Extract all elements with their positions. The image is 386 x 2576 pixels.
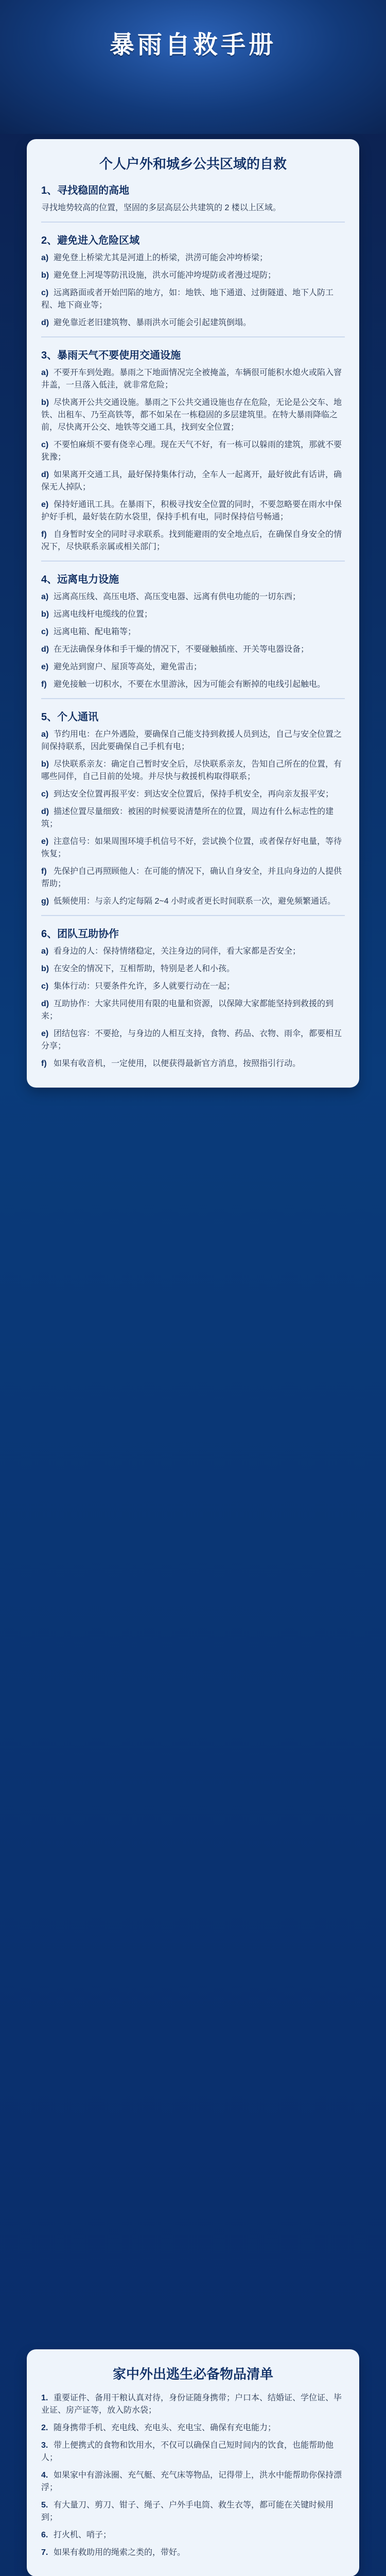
section-divider xyxy=(41,336,345,337)
item-text: 团结包容：不要抢，与身边的人相互支持，食物、药品、衣物、雨伞，都要相互分享； xyxy=(41,1029,342,1050)
list-item xyxy=(41,397,345,434)
item-text: 打火机、哨子； xyxy=(54,2531,112,2539)
list-item xyxy=(41,2499,345,2524)
item-text: 避免登上河堤等防汛设施，洪水可能冲垮堤防或者漫过堤防； xyxy=(54,271,276,280)
list-item xyxy=(41,679,345,691)
item-marker: 6. xyxy=(41,2531,48,2539)
item-text: 看身边的人：保持情绪稳定，关注身边的同伴，看大家都是否安全； xyxy=(54,947,301,956)
list-item xyxy=(41,269,345,282)
item-text: 避免靠近老旧建筑物、暴雨洪水可能会引起建筑倒塌。 xyxy=(54,318,252,327)
item-marker: a) xyxy=(41,368,49,377)
item-text: 如果家中有游泳圈、充气艇、充气床等物品，记得带上，洪水中能帮助你保持漂浮； xyxy=(41,2471,342,2492)
title-band xyxy=(0,0,386,134)
list-item xyxy=(41,2422,345,2434)
item-marker: g) xyxy=(41,897,49,906)
item-marker: a) xyxy=(41,947,49,956)
item-marker: 3. xyxy=(41,2441,48,2450)
list-item xyxy=(41,866,345,890)
list-item xyxy=(41,608,345,621)
item-text: 避免接触一切积水，不要在水里游泳，因为可能会有断掉的电线引起触电。 xyxy=(54,680,326,689)
item-marker: c) xyxy=(41,440,49,449)
section-divider xyxy=(41,698,345,699)
section-title: 6、团队互助协作 xyxy=(41,928,119,940)
item-text: 尽快离开公共交通设施。暴雨之下公共交通设施也存在危险，无论是公交车、地铁、出租车、乃至高铁等，都不如呆在一栋稳固的多层建筑里。在特大暴雨降临之前，尽快离开公交、地铁等交通工具，找到安全位置； xyxy=(41,398,342,432)
list-item xyxy=(41,529,345,553)
list-item xyxy=(41,591,345,603)
list-item xyxy=(41,367,345,392)
list-item xyxy=(41,252,345,264)
list-item xyxy=(41,2547,345,2559)
list-item xyxy=(41,439,345,464)
list-item xyxy=(41,469,345,494)
item-marker: b) xyxy=(41,271,49,280)
list-item xyxy=(41,2469,345,2494)
list-item xyxy=(41,661,345,673)
list-item xyxy=(41,499,345,523)
list-item xyxy=(41,1028,345,1053)
item-text: 到达安全位置再报平安：到达安全位置后，保持手机安全，再向亲友报平安； xyxy=(54,790,334,799)
item-text: 如果有收音机，一定使用，以便获得最新官方消息，按照指引行动。 xyxy=(54,1059,301,1068)
section-divider xyxy=(41,915,345,916)
section-title: 2、避免进入危险区域 xyxy=(41,235,140,246)
item-marker: b) xyxy=(41,964,49,973)
item-marker: b) xyxy=(41,760,49,769)
item-marker: 5. xyxy=(41,2501,48,2510)
section-divider xyxy=(41,561,345,562)
section-title: 1、寻找稳固的高地 xyxy=(41,185,130,196)
item-text: 不要开车到处跑。暴雨之下地面情况完全被掩盖，车辆很可能积水熄火或陷入窨井盖，一旦落入低洼，就非常危险； xyxy=(41,368,342,389)
item-text: 不要怕麻烦不要有侥幸心理。现在天气不好，有一栋可以躲雨的建筑，那就不要犹豫； xyxy=(41,440,342,462)
page-title: 暴雨自救手册 xyxy=(109,31,276,59)
list-item xyxy=(41,963,345,975)
list-item xyxy=(41,806,345,831)
item-marker: c) xyxy=(41,982,49,991)
item-text: 避免登上桥梁尤其是河道上的桥梁，洪涝可能会冲垮桥梁； xyxy=(54,253,268,262)
section-title: 3、暴雨天气不要使用交通设施 xyxy=(41,350,181,361)
item-text: 在无法确保身体和手干燥的情况下，不要碰触插座、开关等电器设备； xyxy=(54,645,309,654)
item-marker: d) xyxy=(41,318,49,327)
item-marker: 2. xyxy=(41,2424,48,2432)
list-item xyxy=(41,2439,345,2464)
section-divider xyxy=(41,222,345,223)
item-text: 节约用电：在户外遇险，要确保自己能支持到救援人员到达，自己与安全位置之间保持联系，因此要确保自己手机有电； xyxy=(41,730,342,751)
item-text: 远离高压线、高压电塔、高压变电器、远离有供电功能的一切东西； xyxy=(54,592,301,601)
list-item xyxy=(41,998,345,1023)
list-item xyxy=(41,2392,345,2417)
list-item xyxy=(41,945,345,958)
list-item xyxy=(41,287,345,312)
item-marker: 4. xyxy=(41,2471,48,2480)
item-text: 如果离开交通工具，最好保持集体行动，全车人一起离开，最好彼此有话讲，确保无人掉队； xyxy=(41,470,342,492)
list-item xyxy=(41,895,345,908)
item-text: 避免站到窗户、屋顶等高处，避免雷击； xyxy=(54,663,202,671)
list-item xyxy=(41,1058,345,1070)
section-title: 5、个人通讯 xyxy=(41,711,99,723)
item-text: 低频使用：与亲人约定每隔 2~4 小时或者更长时间联系一次，避免频繁通话。 xyxy=(54,897,336,906)
item-text: 远离路面或者开始凹陷的地方，如：地铁、地下通道、过街隧道、地下人防工程、地下商业等； xyxy=(41,289,334,310)
item-text: 注意信号：如果周围环境手机信号不好，尝试换个位置，或者保存好电量，等待恢复； xyxy=(41,837,342,858)
item-marker: f) xyxy=(41,530,47,539)
list-item xyxy=(41,643,345,656)
list-item xyxy=(41,317,345,329)
list-item xyxy=(41,2529,345,2541)
item-marker: e) xyxy=(41,837,49,846)
item-text: 重要证件、备用干粮认真对待，身份证随身携带；户口本、结婚证、学位证、毕业证、房产证等，放入防水袋； xyxy=(41,2394,342,2415)
item-marker: a) xyxy=(41,730,49,739)
item-text: 尽快联系亲友：确定自己暂时安全后，尽快联系亲友，告知自己所在的位置，有哪些同伴，自己目前的处境。并尽快与救援机构取得联系； xyxy=(41,760,342,781)
list-item xyxy=(41,758,345,783)
item-text: 先保护自己再照顾他人：在可能的情况下，确认自身安全，并且向身边的人提供帮助； xyxy=(41,867,342,888)
item-marker: d) xyxy=(41,999,49,1008)
item-marker: d) xyxy=(41,470,49,479)
item-marker: c) xyxy=(41,289,49,297)
list-item xyxy=(41,202,345,214)
item-marker: d) xyxy=(41,645,49,654)
item-marker: a) xyxy=(41,592,49,601)
item-marker: f) xyxy=(41,1059,47,1068)
item-text: 远离电箱、配电箱等； xyxy=(54,628,136,636)
item-text: 描述位置尽量细致：被困的时候要说清楚所在的位置，周边有什么标志性的建筑； xyxy=(41,807,334,828)
section-title: 4、远离电力设施 xyxy=(41,574,119,585)
item-marker: b) xyxy=(41,610,49,619)
list-item xyxy=(41,980,345,993)
list-item xyxy=(41,728,345,753)
item-marker: e) xyxy=(41,663,49,671)
item-marker: f) xyxy=(41,680,47,689)
item-text: 保持好通讯工具。在暴雨下，积极寻找安全位置的同时，不要忽略要在雨水中保护好手机，最好装在防水袋里，保持手机有电，同时保持信号畅通； xyxy=(41,500,342,521)
card-outdoor xyxy=(27,139,359,1088)
item-marker: e) xyxy=(41,500,49,509)
item-text: 互助协作：大家共同使用有限的电量和资源，以保障大家都能坚持到救援的到来； xyxy=(41,999,334,1021)
item-text: 自身暂时安全的同时寻求联系。找到能避雨的安全地点后，在确保自身安全的情况下，尽快联系亲属或相关部门； xyxy=(41,530,342,551)
item-marker: c) xyxy=(41,628,49,636)
card-checklist xyxy=(27,2349,359,2576)
item-marker: a) xyxy=(41,253,49,262)
item-marker: e) xyxy=(41,1029,49,1038)
item-marker: d) xyxy=(41,807,49,816)
card-heading: 个人户外和城乡公共区域的自救 xyxy=(99,156,287,172)
item-marker: c) xyxy=(41,790,49,799)
list-item xyxy=(41,788,345,801)
list-item xyxy=(41,626,345,638)
item-marker: f) xyxy=(41,867,47,876)
item-text: 在安全的情况下，互相帮助，特别是老人和小孩。 xyxy=(54,964,235,973)
list-item xyxy=(41,836,345,860)
item-text: 有大量刀、剪刀、钳子、绳子、户外手电筒、救生衣等，都可能在关键时候用到； xyxy=(41,2501,334,2522)
item-text: 寻找地势较高的位置，坚固的多层高层公共建筑的 2 楼以上区域。 xyxy=(41,204,281,212)
item-text: 带上便携式的食物和饮用水，不仅可以确保自己短时间内的饮食，也能帮助他人； xyxy=(41,2441,334,2462)
item-marker: 1. xyxy=(41,2394,48,2402)
card-heading: 家中外出逃生必备物品清单 xyxy=(112,2366,273,2382)
item-marker: 7. xyxy=(41,2548,48,2557)
item-text: 如果有救助用的绳索之类的，带好。 xyxy=(54,2548,186,2557)
item-marker: b) xyxy=(41,398,49,407)
item-text: 集体行动：只要条件允许，多人就要行动在一起； xyxy=(54,982,235,991)
item-text: 远离电线杆电缆线的位置； xyxy=(54,610,153,619)
item-text: 随身携带手机、充电线、充电头、充电宝、确保有充电能力； xyxy=(54,2424,276,2432)
